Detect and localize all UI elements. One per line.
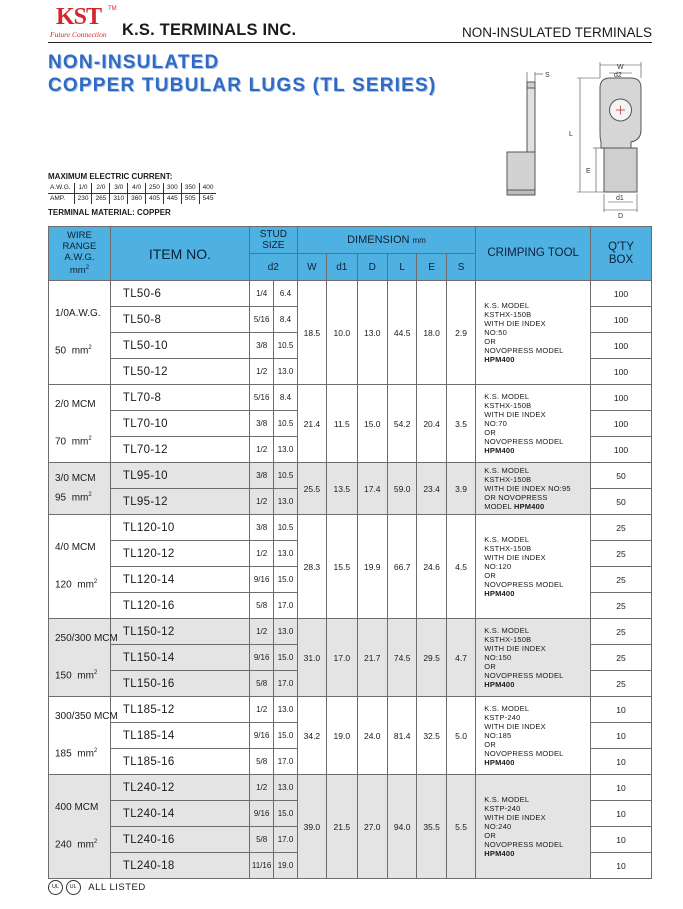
item-no-cell: TL50-6 [110, 281, 249, 307]
stud-size-cell: 9/16 [249, 723, 273, 749]
d2-cell: 17.0 [274, 827, 297, 853]
qty-box-cell: 100 [590, 385, 651, 411]
awg-cell: 2/0 [92, 183, 110, 194]
qty-box-cell: 10 [590, 827, 651, 853]
tool-line: NOVOPRESS MODEL [484, 437, 564, 446]
amp-cell: 265 [92, 194, 110, 205]
wire-awg: 400 MCM [55, 802, 99, 814]
page-title-line2: COPPER TUBULAR LUGS (TL SERIES) [48, 75, 437, 96]
amp-cell: 505 [181, 194, 199, 205]
spec-group [49, 515, 652, 619]
tool-line: NOVOPRESS MODEL [484, 580, 564, 589]
tool-line: NO:70 [484, 419, 507, 428]
awg-cell: 3/0 [110, 183, 128, 194]
d2-cell: 10.5 [274, 515, 297, 541]
qty-box-cell: 25 [590, 619, 651, 645]
header-crimping-tool: CRIMPING TOOL [476, 227, 591, 281]
dim-l-cell: 44.5 [387, 281, 416, 385]
dim-s-cell: 5.5 [446, 775, 475, 879]
qty-box-cell: 50 [590, 489, 651, 515]
crimping-tool-cell [476, 463, 591, 515]
item-no-cell: TL150-16 [110, 671, 249, 697]
qty-box-cell: 25 [590, 593, 651, 619]
tool-prefix: MODEL [484, 502, 514, 511]
dim-w-cell: 31.0 [297, 619, 326, 697]
wire-mm: 240 $mm^2$ [55, 839, 98, 851]
item-no-cell: TL70-8 [110, 385, 249, 411]
dim-l-cell: 66.7 [387, 515, 416, 619]
stud-size-cell: 1/2 [249, 619, 273, 645]
stud-size-cell: 5/8 [249, 827, 273, 853]
awg-cell: 4/0 [128, 183, 146, 194]
qty-box-cell: 100 [590, 411, 651, 437]
footer-listed-text: ALL LISTED [88, 882, 146, 893]
d2-cell: 13.0 [274, 359, 297, 385]
item-no-cell: TL120-14 [110, 567, 249, 593]
ul-mark-icon: UL [66, 880, 81, 895]
dim-label-w: W [617, 64, 624, 71]
tool-line: K.S. MODEL [484, 466, 530, 475]
dim-d-cell: 24.0 [357, 697, 387, 775]
wire-mm: 70 $mm^2$ [55, 436, 92, 448]
dim-s-cell: 3.5 [446, 385, 475, 463]
squared-mark: 2 [85, 265, 90, 272]
crimping-tool-cell [476, 619, 591, 697]
tool-line: NO:150 [484, 653, 512, 662]
dim-e-cell: 23.4 [417, 463, 446, 515]
d2-cell: 10.5 [274, 411, 297, 437]
side-view-drawing [507, 82, 535, 195]
item-no-cell: TL50-12 [110, 359, 249, 385]
item-no-cell: TL185-14 [110, 723, 249, 749]
awg-cell: 1/0 [74, 183, 92, 194]
d2-cell: 15.0 [274, 801, 297, 827]
spec-group [49, 463, 652, 515]
dim-w-cell: 25.5 [297, 463, 326, 515]
wire-mcm: MCM [71, 542, 96, 554]
header-wire-unit: mm [69, 265, 86, 277]
tool-line: WITH DIE INDEX [484, 813, 546, 822]
page-title-line1: NON-INSULATED [48, 52, 220, 73]
tool-line: OR NOVOPRESS [484, 493, 548, 502]
qty-box-cell: 25 [590, 541, 651, 567]
dim-w-cell: 28.3 [297, 515, 326, 619]
dim-w-cell: 34.2 [297, 697, 326, 775]
item-no-cell: TL120-12 [110, 541, 249, 567]
tool-line: WITH DIE INDEX [484, 553, 546, 562]
d2-cell: 10.5 [274, 463, 297, 489]
qty-box-cell: 25 [590, 671, 651, 697]
d2-cell: 13.0 [274, 541, 297, 567]
dim-l-cell: 54.2 [387, 385, 416, 463]
stud-size-cell: 1/4 [249, 281, 273, 307]
ul-mark-icon: UL [48, 880, 63, 895]
amp-cell: 360 [128, 194, 146, 205]
dim-w-cell: 18.5 [297, 281, 326, 385]
amp-cell: 545 [199, 194, 216, 205]
amp-cell: 310 [110, 194, 128, 205]
wire-range-cell [49, 515, 111, 619]
dim-s-cell: 3.9 [446, 463, 475, 515]
item-no-cell: TL95-10 [110, 463, 249, 489]
dim-e-cell: 24.6 [417, 515, 446, 619]
item-no-cell: TL70-10 [110, 411, 249, 437]
dim-d-cell: 21.7 [357, 619, 387, 697]
header-w: W [297, 254, 326, 281]
dim-label-d2: d2 [614, 72, 622, 79]
spec-group [49, 697, 652, 775]
table-row [49, 619, 652, 645]
crimping-tool-cell [476, 775, 591, 879]
terminal-material: TERMINAL MATERIAL: COPPER [48, 208, 171, 217]
header-dimension [297, 227, 476, 254]
d2-cell: 13.0 [274, 775, 297, 801]
wire-mm: 95 $mm^2$ [55, 492, 92, 504]
stud-size-cell: 1/2 [249, 775, 273, 801]
dim-l-cell: 81.4 [387, 697, 416, 775]
dim-w-cell: 39.0 [297, 775, 326, 879]
wire-awg: 1/0A.W.G. [55, 308, 101, 320]
tool-model: HPM400 [484, 589, 515, 598]
spec-group [49, 775, 652, 879]
stud-size-cell: 1/2 [249, 541, 273, 567]
wire-mcm: MCM [93, 633, 118, 645]
qty-box-cell: 100 [590, 437, 651, 463]
tool-line: OR [484, 337, 496, 346]
header-stud-size: STUD SIZE [249, 227, 297, 254]
tool-model: HPM400 [513, 502, 545, 511]
qty-box-cell: 100 [590, 333, 651, 359]
d2-cell: 13.0 [274, 697, 297, 723]
header-qty-box: Q'TY BOX [590, 227, 651, 281]
dim-d1-cell: 11.5 [327, 385, 357, 463]
tool-line: KSTHX-150B [484, 310, 532, 319]
wire-range-cell [49, 619, 118, 697]
stud-size-cell: 3/8 [249, 333, 273, 359]
category-label: NON-INSULATED TERMINALS [461, 25, 652, 40]
d2-cell: 13.0 [274, 619, 297, 645]
dim-d1-cell: 17.0 [327, 619, 357, 697]
qty-box-cell: 10 [590, 775, 651, 801]
tool-model: HPM400 [484, 758, 515, 767]
wire-mcm: MCM [71, 399, 96, 411]
item-no-cell: TL240-14 [110, 801, 249, 827]
tool-model: HPM400 [484, 680, 515, 689]
logo-tagline: Future Connection [50, 30, 107, 39]
wire-mm: 150 $mm^2$ [55, 670, 98, 682]
lug-drawing-svg [505, 60, 652, 220]
tool-line: K.S. MODEL [484, 392, 530, 401]
stud-size-cell: 1/2 [249, 697, 273, 723]
wire-range-cell [49, 385, 111, 463]
header-e: E [417, 254, 446, 281]
stud-size-cell: 5/16 [249, 385, 273, 411]
dim-d-cell: 17.4 [357, 463, 387, 515]
item-no-cell: TL240-12 [110, 775, 249, 801]
dim-d1-cell: 13.5 [327, 463, 357, 515]
tool-line: K.S. MODEL [484, 301, 530, 310]
kst-logo [48, 4, 118, 42]
wire-mcm: MCM [93, 711, 118, 723]
header-wire-range-label: WIRE RANGE A.W.G. [62, 230, 97, 264]
item-no-cell: TL185-12 [110, 697, 249, 723]
d2-cell: 8.4 [274, 385, 297, 411]
tool-line: NOVOPRESS MODEL [484, 840, 564, 849]
d2-cell: 17.0 [274, 671, 297, 697]
dim-label-l: L [569, 131, 573, 138]
table-row [49, 281, 652, 307]
item-no-cell: TL120-10 [110, 515, 249, 541]
amp-cell: 445 [163, 194, 181, 205]
page-header [48, 4, 652, 42]
qty-box-cell: 100 [590, 281, 651, 307]
dim-e-cell: 29.5 [417, 619, 446, 697]
awg-cell: 300 [163, 183, 181, 194]
qty-box-cell: 10 [590, 697, 651, 723]
tool-line: K.S. MODEL [484, 626, 530, 635]
qty-box-cell: 10 [590, 853, 651, 879]
qty-box-cell: 10 [590, 749, 651, 775]
tool-line: NO:240 [484, 822, 512, 831]
crimping-tool-cell [476, 385, 591, 463]
dim-label-e: E [586, 168, 591, 175]
amp-cell: 405 [146, 194, 164, 205]
header-d2: d2 [249, 254, 297, 281]
wire-mcm: MCM [74, 802, 99, 814]
qty-box-cell: 50 [590, 463, 651, 489]
dim-d-cell: 15.0 [357, 385, 387, 463]
wire-awg: 4/0 MCM [55, 542, 96, 554]
spec-table [48, 226, 652, 879]
stud-size-cell: 5/8 [249, 671, 273, 697]
item-no-cell: TL95-12 [110, 489, 249, 515]
stud-size-cell: 11/16 [249, 853, 273, 879]
trademark-mark: TM [108, 6, 117, 12]
stud-size-cell: 1/2 [249, 359, 273, 385]
d2-cell: 6.4 [274, 281, 297, 307]
stud-size-cell: 3/8 [249, 463, 273, 489]
wire-range-cell [49, 775, 111, 879]
crimping-tool-cell [476, 281, 591, 385]
spec-group [49, 281, 652, 385]
item-no-cell: TL150-12 [110, 619, 249, 645]
item-no-cell: TL240-18 [110, 853, 249, 879]
tool-line: WITH DIE INDEX NO:95 [484, 484, 571, 493]
tool-line: OR [484, 831, 496, 840]
tool-line: NOVOPRESS MODEL [484, 749, 564, 758]
tool-line: NOVOPRESS MODEL [484, 671, 564, 680]
header-dimension-unit: mm [412, 236, 426, 245]
max-current-title: MAXIMUM ELECTRIC CURRENT: [48, 172, 173, 181]
tool-line: KSTP-240 [484, 713, 521, 722]
wire-range-cell [49, 463, 111, 515]
wire-mm: 185 $mm^2$ [55, 748, 98, 760]
d2-cell: 13.0 [274, 437, 297, 463]
stud-size-cell: 1/2 [249, 437, 273, 463]
tool-line: KSTP-240 [484, 804, 521, 813]
crimping-tool-cell [476, 697, 591, 775]
header-dimension-label: DIMENSION [347, 234, 410, 246]
tool-line: K.S. MODEL [484, 795, 530, 804]
dim-label-s: S [545, 72, 550, 79]
dim-e-cell: 35.5 [417, 775, 446, 879]
dim-s-cell: 4.7 [446, 619, 475, 697]
dim-d-cell: 13.0 [357, 281, 387, 385]
qty-box-cell: 10 [590, 801, 651, 827]
dim-label-d: D [618, 213, 624, 220]
wire-awg: 250/300 MCM [55, 633, 118, 645]
wire-awg: 3/0 MCM [55, 473, 96, 485]
wire-range-cell [49, 697, 118, 775]
tool-line: K.S. MODEL [484, 704, 530, 713]
tool-line: OR [484, 571, 496, 580]
table-row [49, 775, 652, 801]
awg-cell: 400 [199, 183, 216, 194]
d2-cell: 15.0 [274, 723, 297, 749]
footer [48, 880, 146, 896]
tool-line: WITH DIE INDEX [484, 319, 546, 328]
spec-group [49, 385, 652, 463]
wire-awg: 2/0 MCM [55, 399, 96, 411]
stud-size-cell: 5/8 [249, 749, 273, 775]
d2-cell: 19.0 [274, 853, 297, 879]
wire-mcm: MCM [71, 473, 96, 485]
tool-line: WITH DIE INDEX [484, 410, 546, 419]
stud-size-cell: 9/16 [249, 645, 273, 671]
table-row [49, 697, 652, 723]
d2-cell: 10.5 [274, 333, 297, 359]
tool-line: KSTHX-150B [484, 635, 532, 644]
stud-size-cell: 5/8 [249, 593, 273, 619]
d2-cell: 15.0 [274, 645, 297, 671]
header-d1: d1 [327, 254, 357, 281]
logo-text: KST [56, 4, 102, 30]
awg-cell: 350 [181, 183, 199, 194]
amp-row [48, 194, 216, 205]
d2-cell: 13.0 [274, 489, 297, 515]
qty-box-cell: 100 [590, 359, 651, 385]
dim-w-cell: 21.4 [297, 385, 326, 463]
tool-line: KSTHX-150B [484, 544, 532, 553]
dim-e-cell: 18.0 [417, 281, 446, 385]
item-no-cell: TL150-14 [110, 645, 249, 671]
tool-model: HPM400 [484, 849, 515, 858]
header-item-no: ITEM NO. [110, 227, 249, 281]
stud-size-cell: 5/16 [249, 307, 273, 333]
qty-box-cell: 25 [590, 567, 651, 593]
dim-d-cell: 27.0 [357, 775, 387, 879]
d2-cell: 8.4 [274, 307, 297, 333]
awg-cell: 250 [146, 183, 164, 194]
dim-d1-cell: 15.5 [327, 515, 357, 619]
tool-model: HPM400 [484, 355, 515, 364]
tool-line: WITH DIE INDEX [484, 722, 546, 731]
wire-range-cell [49, 281, 111, 385]
dim-e-cell: 20.4 [417, 385, 446, 463]
dim-e-cell: 32.5 [417, 697, 446, 775]
dim-d1-cell: 21.5 [327, 775, 357, 879]
tool-line: KSTHX-150B [484, 475, 532, 484]
wire-mm: 120 $mm^2$ [55, 579, 98, 591]
tool-line: OR [484, 662, 496, 671]
tool-line: WITH DIE INDEX [484, 644, 546, 653]
stud-size-cell: 9/16 [249, 801, 273, 827]
lug-drawing [505, 60, 652, 220]
dim-label-d1: d1 [616, 195, 624, 202]
awg-row [48, 183, 216, 194]
tool-line: K.S. MODEL [484, 535, 530, 544]
item-no-cell: TL120-16 [110, 593, 249, 619]
front-view-drawing [600, 78, 641, 192]
header-s: S [446, 254, 475, 281]
item-no-cell: TL185-16 [110, 749, 249, 775]
stud-size-cell: 3/8 [249, 411, 273, 437]
tool-line: OR [484, 428, 496, 437]
tool-model: HPM400 [484, 446, 515, 455]
wire-mm: 50 $mm^2$ [55, 345, 92, 357]
dim-s-cell: 2.9 [446, 281, 475, 385]
dim-s-cell: 5.0 [446, 697, 475, 775]
item-no-cell: TL50-10 [110, 333, 249, 359]
amp-cell: 230 [74, 194, 92, 205]
spec-group [49, 619, 652, 697]
dim-d1-cell: 19.0 [327, 697, 357, 775]
dim-l-cell: 94.0 [387, 775, 416, 879]
header-wire-range [49, 227, 111, 281]
item-no-cell: TL70-12 [110, 437, 249, 463]
dim-d-cell: 19.9 [357, 515, 387, 619]
stud-size-cell: 3/8 [249, 515, 273, 541]
dim-l-cell: 74.5 [387, 619, 416, 697]
header-l: L [387, 254, 416, 281]
item-no-cell: TL240-16 [110, 827, 249, 853]
tool-line: NO:185 [484, 731, 512, 740]
amp-label: AMP. [50, 195, 66, 202]
dim-l-cell: 59.0 [387, 463, 416, 515]
tool-line: KSTHX-150B [484, 401, 532, 410]
d2-cell: 17.0 [274, 749, 297, 775]
dim-d1-cell: 10.0 [327, 281, 357, 385]
d2-cell: 15.0 [274, 567, 297, 593]
wire-awg: 300/350 MCM [55, 711, 118, 723]
max-current-table [48, 183, 216, 204]
qty-box-cell: 25 [590, 515, 651, 541]
item-no-cell: TL50-8 [110, 307, 249, 333]
awg-label: A.W.G. [48, 183, 74, 194]
table-row [49, 385, 652, 411]
qty-box-cell: 100 [590, 307, 651, 333]
table-row [49, 463, 652, 489]
qty-box-cell: 25 [590, 645, 651, 671]
stud-size-cell: 1/2 [249, 489, 273, 515]
d2-cell: 17.0 [274, 593, 297, 619]
dim-s-cell: 4.5 [446, 515, 475, 619]
header-d: D [357, 254, 387, 281]
tool-line: NO:50 [484, 328, 507, 337]
tool-line: OR [484, 740, 496, 749]
header-divider [48, 42, 652, 43]
qty-box-cell: 10 [590, 723, 651, 749]
company-name: K.S. TERMINALS INC. [122, 21, 297, 39]
stud-size-cell: 9/16 [249, 567, 273, 593]
tool-line: NOVOPRESS MODEL [484, 346, 564, 355]
crimping-tool-cell [476, 515, 591, 619]
table-row [49, 515, 652, 541]
tool-line: NO:120 [484, 562, 512, 571]
